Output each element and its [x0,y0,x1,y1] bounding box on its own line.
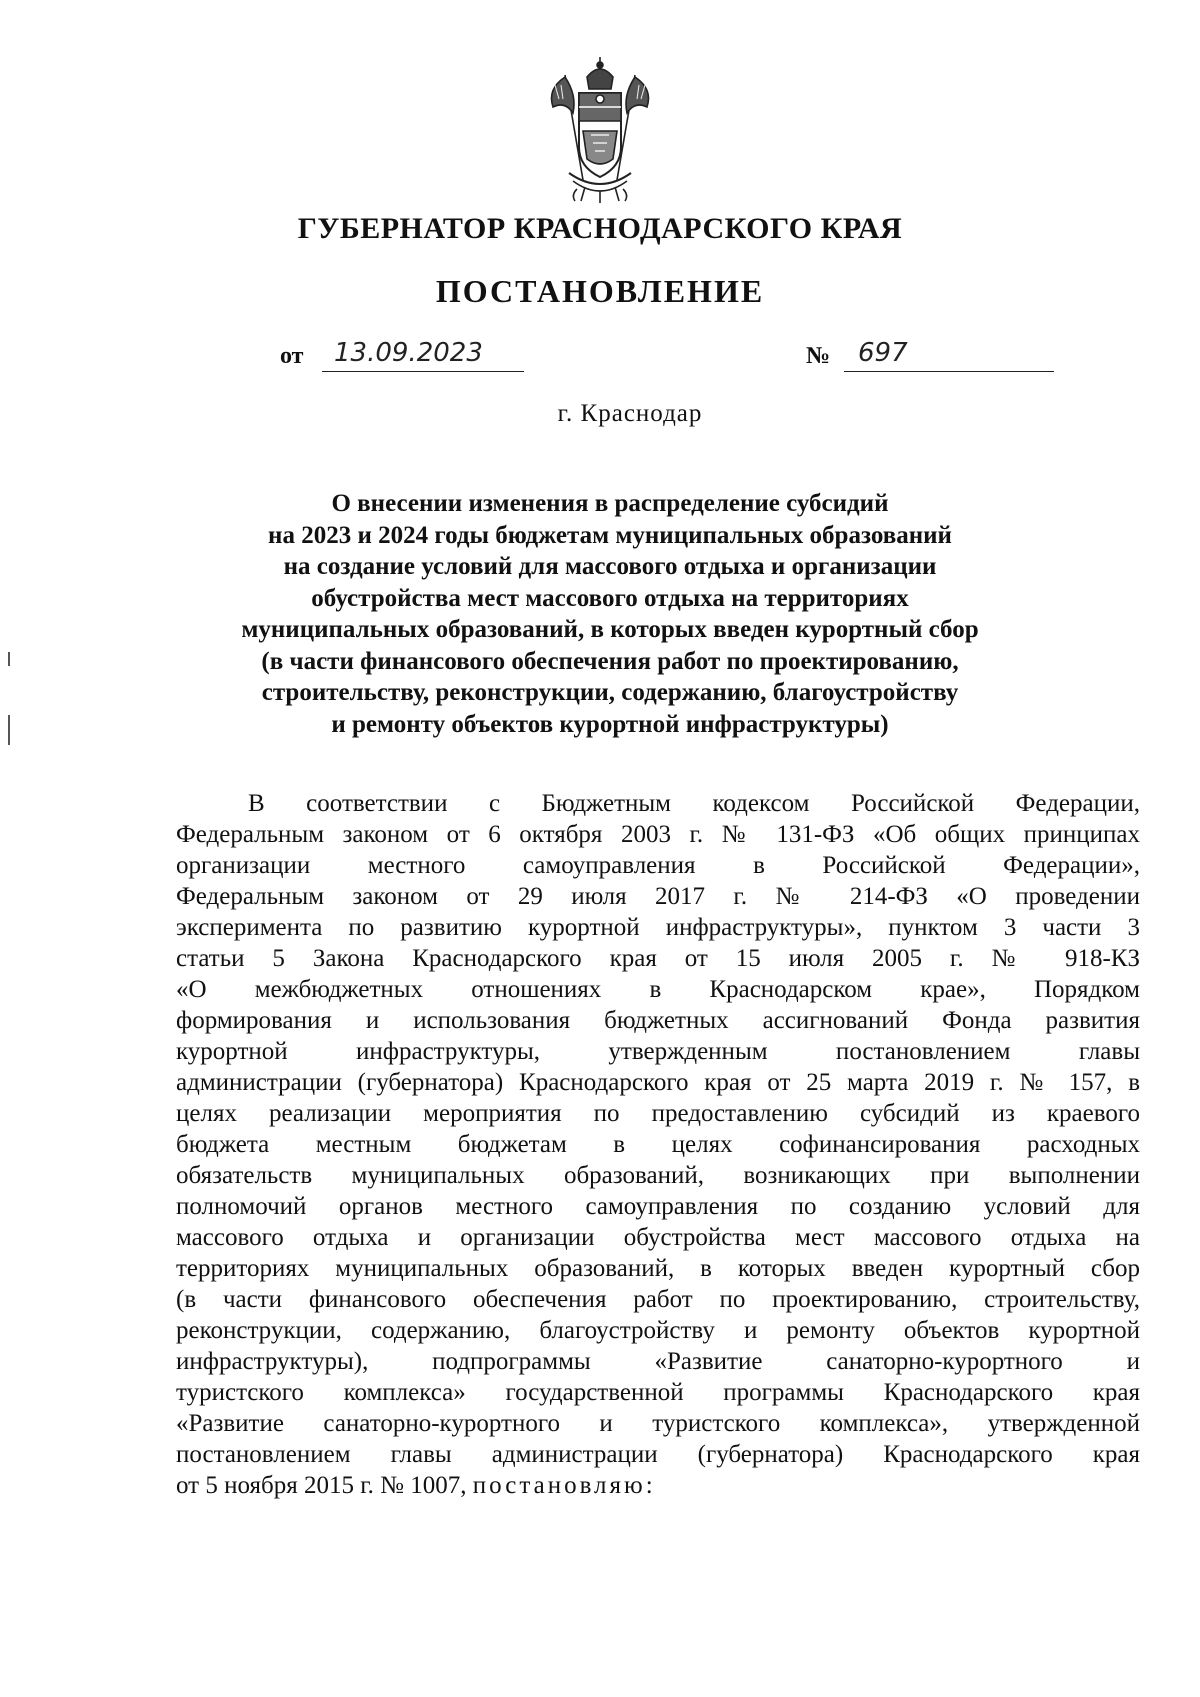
body-line: полномочий органов местного самоуправления по созданию условий для [176,1193,1140,1220]
body-line: курортной инфраструктуры, утвержденным постановлением главы [176,1038,1140,1065]
title-line: (в части финансового обеспечения работ по проектированию, [261,647,959,675]
title-line: строительству, реконструкции, содержанию, благоустройству [261,679,959,706]
body-line: бюджета местным бюджетам в целях софинансирования расходных [176,1131,1140,1158]
handwritten-number: 697 [844,335,1054,372]
title-line: обустройства мест массового отдыха на территориях [311,584,909,612]
body-line-final [176,1470,1140,1501]
body-line: «Развитие санаторно-курортного и туристского комплекса», утвержденной [176,1410,1140,1437]
body-line: Федеральным законом от 6 октября 2003 г. № 131-ФЗ «Об общих принципах [176,821,1140,848]
final-line-text: от 5 ноября 2015 г. № 1007, [176,1472,467,1499]
decree-word: постановляю: [472,1472,656,1499]
preamble-paragraph [176,788,1140,1501]
scan-artifact [8,715,10,745]
body-line: массового отдыха и организации обустройства мест массового отдыха на [176,1224,1140,1251]
issue-city: г. Краснодар [557,400,703,427]
body-line: Федеральным законом от 29 июля 2017 г. № 214-ФЗ «О проведении [176,883,1140,910]
body-line: туристского комплекса» государственной программы Краснодарского края [176,1379,1140,1406]
body-line: организации местного самоуправления в Российской Федерации», [176,852,1140,879]
number-prefix: № [806,343,831,369]
document-title [180,488,1040,740]
body-line: формирования и использования бюджетных ассигнований Фонда развития [176,1007,1140,1034]
title-line: О внесении изменения в распределение субсидий [331,490,889,517]
body-line: инфраструктуры), подпрограммы «Развитие санаторно-курортного и [176,1348,1140,1375]
document-type: ПОСТАНОВЛЕНИЕ [435,273,765,309]
title-line: и ремонту объектов курортной инфраструктуры) [331,710,889,738]
title-line: на создание условий для массового отдыха и организации [283,553,937,580]
body-line: территориях муниципальных образований, в которых введен курортный сбор [176,1255,1140,1282]
handwritten-date: 13.09.2023 [322,335,524,372]
date-prefix: от [280,343,304,369]
body-line: «О межбюджетных отношениях в Краснодарском крае», Порядком [176,976,1140,1003]
scan-artifact [8,652,10,666]
title-line: на 2023 и 2024 годы бюджетам муниципальных образований [268,521,952,549]
body-line: целях реализации мероприятия по предоставлению субсидий из краевого [176,1100,1140,1127]
body-line: постановлением главы администрации (губернатора) Краснодарского края [176,1441,1140,1468]
coat-of-arms-icon [535,55,665,205]
body-line: В соответствии с Бюджетным кодексом Российской Федерации, [248,790,1140,817]
body-line: (в части финансового обеспечения работ по проектированию, строительству, [176,1286,1140,1313]
issuing-authority: ГУБЕРНАТОР КРАСНОДАРСКОГО КРАЯ [297,212,903,245]
body-line: статьи 5 Закона Краснодарского края от 15 июля 2005 г. № 918-КЗ [176,945,1140,972]
body-line: реконструкции, содержанию, благоустройству и ремонту объектов курортной [176,1317,1140,1344]
body-line: эксперимента по развитию курортной инфраструктуры», пунктом 3 части 3 [176,914,1140,941]
title-line: муниципальных образований, в которых введен курортный сбор [241,616,979,643]
body-line: администрации (губернатора) Краснодарского края от 25 марта 2019 г. № 157, в [176,1069,1140,1096]
body-line: обязательств муниципальных образований, возникающих при выполнении [176,1162,1140,1189]
